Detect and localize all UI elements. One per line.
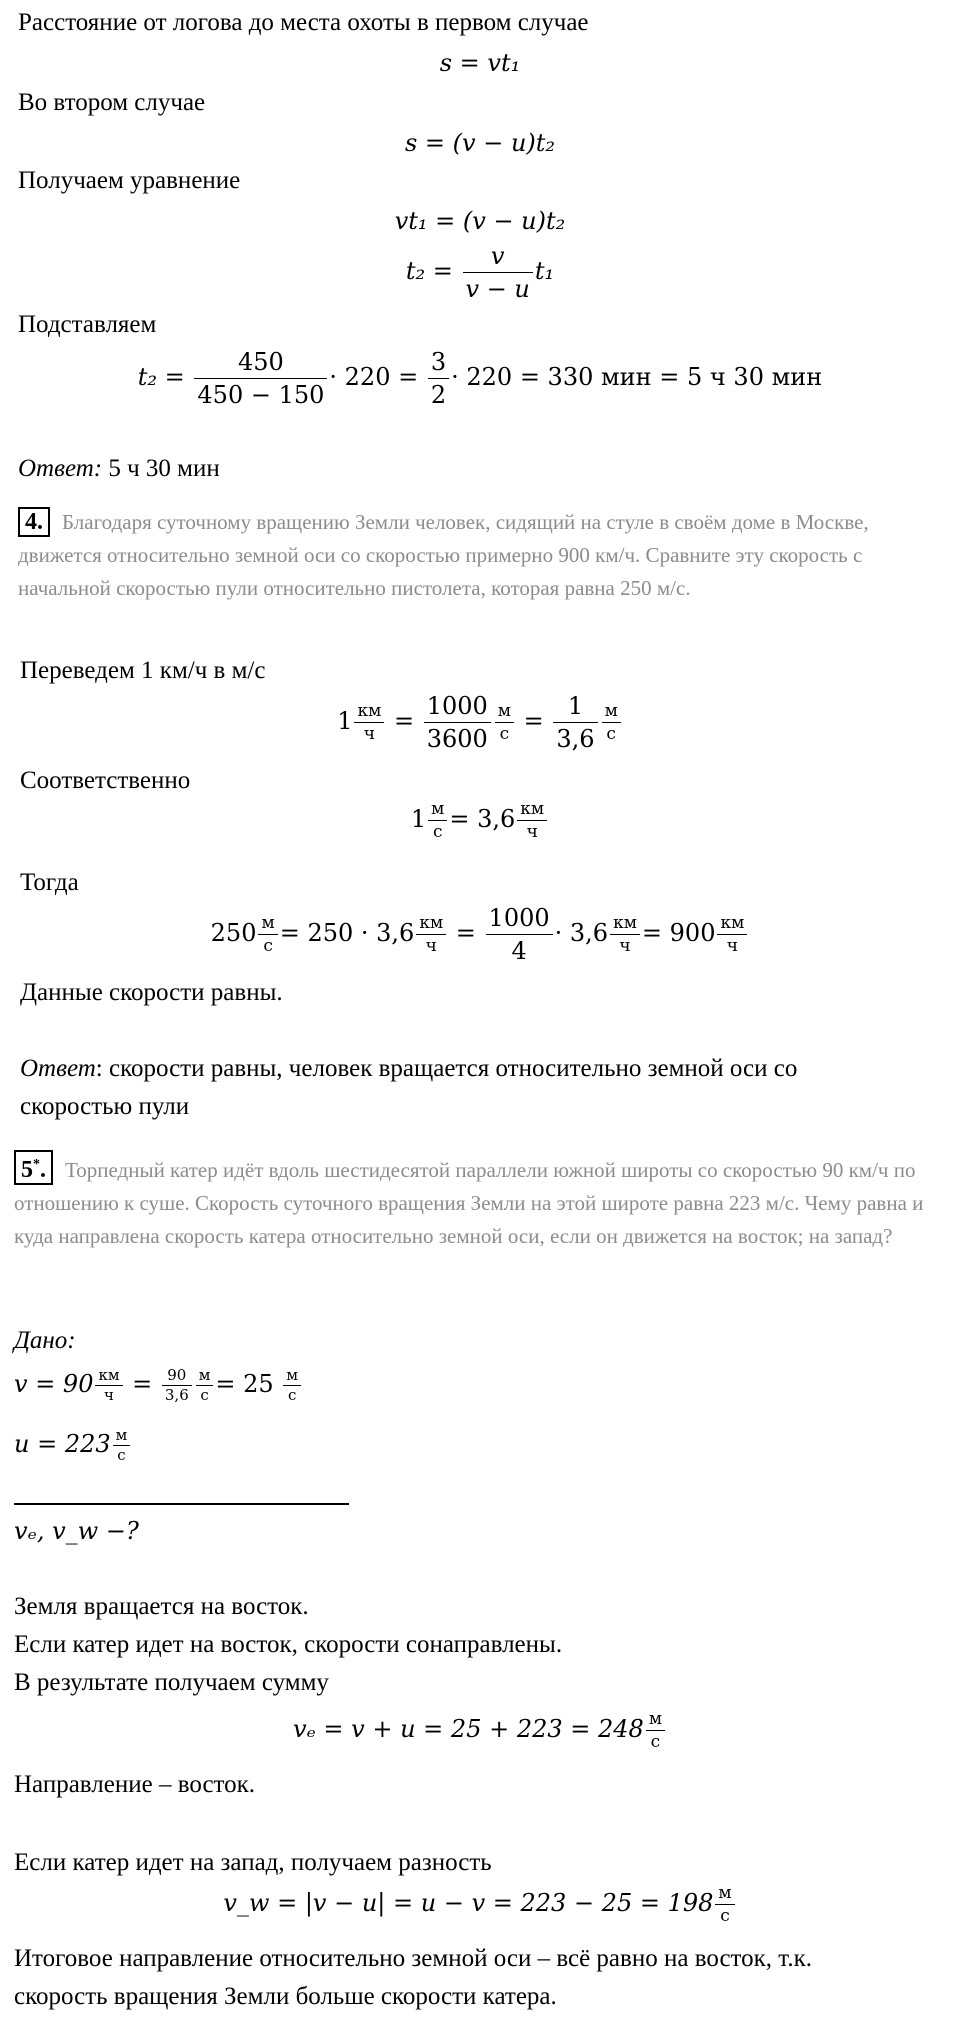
equation: s = (v − u)t₂	[404, 129, 556, 157]
numerator: км	[354, 700, 384, 723]
fraction	[424, 690, 491, 755]
task-number-box: 4.	[18, 507, 50, 537]
text-line: В результате получаем сумму	[14, 1669, 329, 1696]
answer-line	[20, 1054, 797, 1084]
equation-inverse	[0, 798, 960, 843]
text-line: Получаем уравнение	[18, 167, 241, 194]
denominator: ч	[425, 936, 437, 956]
eq-term: v = 90	[14, 1370, 94, 1398]
numerator: 90	[162, 1366, 192, 1386]
equation-east	[0, 1708, 960, 1753]
unit-fraction	[717, 912, 747, 957]
numerator: км	[517, 798, 547, 821]
equation-west	[0, 1882, 960, 1927]
given-divider	[14, 1503, 349, 1505]
task-number-box	[14, 1150, 53, 1185]
numerator: м	[602, 700, 621, 723]
text-line: Переведем 1 км/ч в м/с	[20, 657, 266, 684]
numerator: v	[463, 240, 533, 273]
denominator: 450 − 150	[197, 381, 325, 409]
fraction	[463, 240, 533, 305]
equation: s = vt₁	[439, 49, 521, 77]
text-line: Если катер идет на восток, скорости сонаправлены.	[14, 1631, 563, 1658]
text-line: Тогда	[20, 869, 79, 896]
answer-text: 5 ч 30 мин	[102, 455, 220, 482]
numerator: км	[717, 912, 747, 935]
given-u	[14, 1426, 132, 1465]
unit-fraction	[196, 1366, 214, 1405]
task-4-statement	[18, 506, 948, 605]
denominator: ч	[526, 822, 538, 842]
unit-fraction	[715, 1882, 734, 1927]
denominator: с	[499, 724, 510, 744]
eq-term: vₑ = v + u = 25 + 223 = 248	[292, 1715, 644, 1743]
numerator: 450	[194, 346, 327, 379]
denominator: ч	[726, 936, 739, 956]
unit-fraction	[428, 798, 447, 843]
text-line: скорость вращения Земли больше скорости катера.	[14, 1983, 557, 2010]
eq-term: 250	[210, 919, 257, 947]
fraction	[553, 690, 597, 755]
task-text: Благодаря суточному вращению Земли человек, сидящий на стуле в своём доме в Москве, движется относительно земной оси со скоростью примерно 900 км/ч. Сравните эту скорость с начальной скоростью пули относительно пистолета, которая равна 250 м/с.	[18, 510, 869, 600]
numerator: км	[610, 912, 640, 935]
eq-right: · 220 = 330 мин = 5 ч 30 мин	[451, 363, 823, 391]
text-line: Направление – восток.	[14, 1771, 256, 1798]
denominator: с	[650, 1732, 661, 1752]
numerator: 1000	[486, 902, 553, 935]
equation-fraction	[0, 240, 960, 305]
text-line: Земля вращается на восток.	[14, 1593, 309, 1620]
eq-left: t₂ =	[405, 257, 453, 285]
numerator: м	[258, 912, 277, 935]
eq-term: = 900	[641, 919, 716, 947]
numerator: 1000	[424, 690, 491, 723]
denominator: 2	[430, 381, 447, 409]
unit-fraction	[416, 912, 446, 957]
answer-line	[18, 454, 220, 484]
answer-label: Ответ	[20, 1055, 96, 1082]
denominator: с	[263, 936, 273, 956]
numerator: м	[715, 1882, 734, 1905]
eq-term: = 3,6	[449, 805, 516, 833]
task-number: 5	[21, 1157, 33, 1183]
numerator: 3	[428, 346, 449, 379]
numerator: м	[283, 1366, 301, 1386]
denominator: с	[117, 1446, 126, 1464]
fraction	[194, 346, 327, 411]
unit-fraction	[602, 700, 621, 745]
denominator: с	[432, 822, 443, 842]
eq-left: t₂ =	[137, 363, 185, 391]
numerator: м	[495, 700, 514, 723]
denominator: ч	[104, 1386, 114, 1404]
denominator: v − u	[465, 275, 530, 303]
eq-term: 1	[410, 805, 427, 833]
denominator: 3600	[426, 725, 488, 753]
text-line: Итоговое направление относительно земной оси – всё равно на восток, т.к.	[14, 1945, 812, 1972]
numerator: 1	[553, 690, 597, 723]
denominator: 4	[511, 937, 527, 965]
fraction	[486, 902, 553, 967]
given-v: v = 90 $\frac{км}{ч}$ = $\frac{90}{3,6}$ $\frac{м}{с}$ = 25 $\frac{м}{с}$	[14, 1366, 303, 1405]
text-line: Данные скорости равны.	[20, 979, 283, 1006]
text-line: Соответственно	[20, 767, 191, 794]
find-line: vₑ, v_w −?	[14, 1517, 139, 1545]
given-label: Дано:	[14, 1327, 76, 1354]
unit-fraction	[95, 1366, 122, 1405]
denominator: ч	[363, 724, 376, 744]
eq-term: u = 223	[14, 1430, 111, 1458]
denominator: 3,6	[556, 725, 595, 753]
numerator: м	[428, 798, 447, 821]
star-mark: *	[33, 1157, 40, 1172]
fraction	[428, 346, 449, 411]
denominator: с	[287, 1386, 297, 1404]
unit-fraction	[646, 1708, 665, 1753]
answer-label: Ответ:	[18, 455, 103, 482]
denominator: с	[606, 724, 616, 744]
eq-term: = 250 · 3,6	[279, 919, 415, 947]
text-line: Если катер идет на запад, получаем разность	[14, 1849, 492, 1876]
unit-fraction	[517, 798, 547, 843]
denominator: 3,6	[164, 1386, 189, 1404]
numerator: км	[95, 1366, 122, 1386]
eq-mid: · 220 =	[329, 363, 419, 391]
numerator: км	[416, 912, 446, 935]
denominator: ч	[619, 936, 631, 956]
unit-fraction	[354, 700, 384, 745]
numerator: м	[113, 1426, 131, 1446]
equation: vt₁ = (v − u)t₂	[394, 207, 566, 235]
answer-text: : скорости равны, человек вращается относительно земной оси со	[95, 1055, 798, 1082]
unit-fraction	[495, 700, 514, 745]
denominator: с	[720, 1906, 730, 1926]
unit-fraction	[283, 1366, 301, 1405]
denominator: с	[200, 1386, 209, 1404]
eq-right: t₁	[534, 257, 555, 285]
equation-conversion: 1 $\frac{км}{ч}$ = $\frac{1000}{3600}$ $\frac{м}{с}$ = $\frac{1}{3,6}$ $\frac{м}{с}$	[0, 690, 960, 755]
task-5-statement	[14, 1150, 950, 1253]
unit-fraction	[610, 912, 640, 957]
eq-term: · 3,6	[554, 919, 609, 947]
equation-substitution	[0, 346, 960, 411]
numerator: м	[646, 1708, 665, 1731]
task-text: Торпедный катер идёт вдоль шестидесятой параллели южной широты со скоростью 90 км/ч по отношению к суше. Скорость суточного вращения Земли на этой широте равна 223 м/с. Чему равна и куда направлена скорость катера относительно земной оси, если он движется на восток; на запад?	[14, 1158, 924, 1248]
text-line: Расстояние от логова до места охоты в первом случае	[18, 9, 589, 36]
fraction	[162, 1366, 192, 1405]
unit-fraction	[113, 1426, 131, 1465]
unit-fraction	[258, 912, 277, 957]
equation-comparison: 250 $\frac{м}{с}$ = 250 · 3,6 $\frac{км}{ч}$ = $\frac{1000}{4}$ · 3,6 $\frac{км}{ч}$ = 900 $\frac{км}{ч}$	[0, 902, 960, 967]
eq-term: = 25	[215, 1370, 274, 1398]
task-dot: .	[40, 1157, 46, 1183]
eq-term: 1	[337, 707, 353, 735]
eq-term: v_w = |v − u| = u − v = 223 − 25 = 198	[223, 1889, 714, 1917]
answer-line-continued: скоростью пули	[20, 1093, 190, 1120]
text-line: Во втором случае	[18, 89, 206, 116]
numerator: м	[196, 1366, 214, 1386]
text-line: Подставляем	[18, 311, 157, 338]
